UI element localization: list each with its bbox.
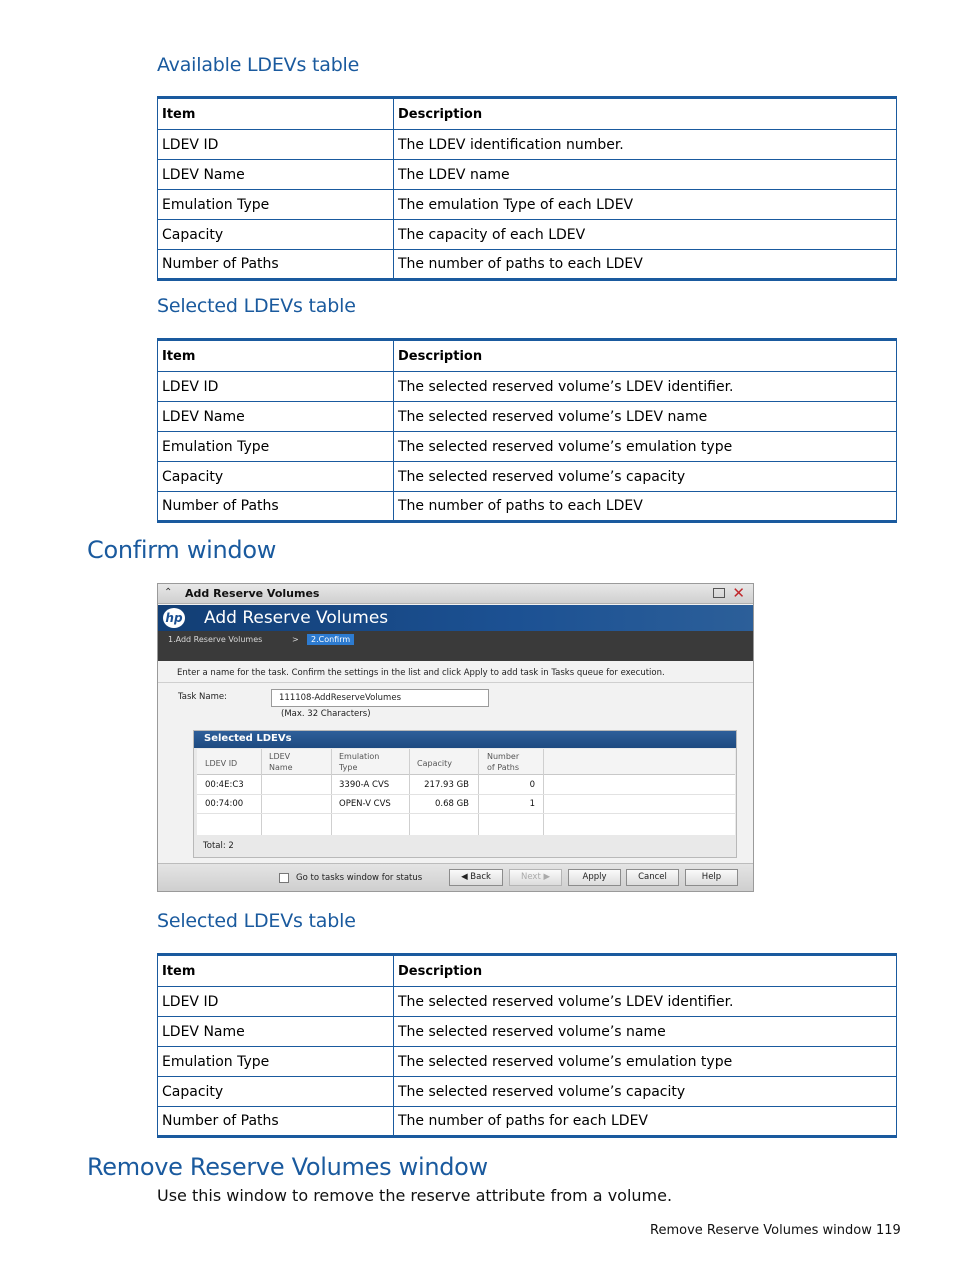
row1-capacity: 217.93 GB bbox=[424, 780, 469, 790]
grid-divider bbox=[409, 749, 410, 835]
col-ldev-name-line2: Name bbox=[269, 763, 293, 772]
cancel-button[interactable]: Cancel bbox=[626, 869, 679, 886]
item-cell: LDEV ID bbox=[158, 987, 394, 1017]
header-item: Item bbox=[158, 340, 394, 372]
selected-ldevs-panel-title: Selected LDEVs bbox=[194, 731, 736, 748]
table-row bbox=[158, 220, 897, 250]
description-cell: The selected reserved volume’s emulation type bbox=[394, 1047, 897, 1077]
description-cell: The emulation Type of each LDEV bbox=[394, 190, 897, 220]
selected-ldevs-heading: Selected LDEVs table bbox=[157, 295, 356, 317]
header-description: Description bbox=[394, 340, 897, 372]
description-cell: The selected reserved volume’s LDEV identifier. bbox=[394, 987, 897, 1017]
item-cell: LDEV ID bbox=[158, 130, 394, 160]
description-cell: The selected reserved volume’s capacity bbox=[394, 1077, 897, 1107]
col-ldev-name[interactable] bbox=[269, 751, 293, 773]
col-paths-line1: Number bbox=[487, 752, 520, 761]
maximize-icon[interactable] bbox=[713, 588, 725, 598]
description-cell: The LDEV name bbox=[394, 160, 897, 190]
col-paths-line2: of Paths bbox=[487, 763, 519, 772]
description-cell: The selected reserved volume’s LDEV identifier. bbox=[394, 372, 897, 402]
col-number-of-paths[interactable] bbox=[487, 751, 519, 773]
remove-reserve-volumes-heading: Remove Reserve Volumes window bbox=[87, 1153, 488, 1181]
table-row bbox=[158, 492, 897, 522]
table-row bbox=[158, 1047, 897, 1077]
selected-ldevs-panel bbox=[193, 730, 737, 858]
grid-row-divider bbox=[197, 794, 735, 795]
grid-divider bbox=[331, 749, 332, 835]
selected-ldevs-table bbox=[157, 338, 897, 523]
item-cell: LDEV Name bbox=[158, 402, 394, 432]
item-cell: Emulation Type bbox=[158, 190, 394, 220]
row1-paths: 0 bbox=[529, 780, 535, 790]
row1-ldev-id: 00:4E:C3 bbox=[205, 780, 244, 790]
window-title: Add Reserve Volumes bbox=[185, 587, 320, 600]
description-cell: The selected reserved volume’s emulation type bbox=[394, 432, 897, 462]
table-row bbox=[158, 402, 897, 432]
hp-logo: hp bbox=[163, 608, 185, 628]
table-row bbox=[158, 1077, 897, 1107]
go-to-tasks-label: Go to tasks window for status bbox=[296, 873, 423, 883]
table-row bbox=[158, 190, 897, 220]
item-cell: Emulation Type bbox=[158, 1047, 394, 1077]
go-to-tasks-checkbox[interactable] bbox=[279, 873, 289, 883]
item-cell: Number of Paths bbox=[158, 1107, 394, 1137]
col-ldev-name-line1: LDEV bbox=[269, 752, 291, 761]
item-cell: Number of Paths bbox=[158, 492, 394, 522]
description-cell: The capacity of each LDEV bbox=[394, 220, 897, 250]
table-row bbox=[158, 250, 897, 280]
row2-paths: 1 bbox=[529, 799, 535, 809]
divider bbox=[158, 682, 753, 683]
banner-title: Add Reserve Volumes bbox=[204, 608, 389, 628]
confirm-window-heading: Confirm window bbox=[87, 536, 277, 564]
table-row bbox=[158, 462, 897, 492]
header-description: Description bbox=[394, 98, 897, 130]
collapse-icon[interactable]: ⌃ bbox=[164, 587, 173, 598]
table-row bbox=[158, 372, 897, 402]
header-item: Item bbox=[158, 98, 394, 130]
total-count: Total: 2 bbox=[203, 841, 234, 851]
table-row bbox=[158, 432, 897, 462]
apply-button[interactable]: Apply bbox=[568, 869, 621, 886]
description-cell: The selected reserved volume’s LDEV name bbox=[394, 402, 897, 432]
task-name-input[interactable]: 111108-AddReserveVolumes bbox=[271, 689, 489, 707]
grid-divider bbox=[543, 749, 544, 835]
item-cell: Number of Paths bbox=[158, 250, 394, 280]
item-cell: LDEV ID bbox=[158, 372, 394, 402]
grid-row-divider bbox=[197, 813, 735, 814]
selected-ldevs-grid bbox=[197, 749, 735, 835]
description-cell: The selected reserved volume’s name bbox=[394, 1017, 897, 1047]
table-row bbox=[158, 1107, 897, 1137]
available-ldevs-heading: Available LDEVs table bbox=[157, 54, 360, 76]
task-name-label: Task Name: bbox=[178, 692, 227, 702]
next-button[interactable]: Next ▶ bbox=[509, 869, 562, 886]
table-row bbox=[158, 160, 897, 190]
breadcrumb-step-1: 1.Add Reserve Volumes bbox=[168, 635, 263, 644]
available-ldevs-table bbox=[157, 96, 897, 281]
help-button[interactable]: Help bbox=[685, 869, 738, 886]
col-ldev-id[interactable]: LDEV ID bbox=[205, 759, 238, 768]
window-footer bbox=[158, 863, 753, 892]
running-footer: Remove Reserve Volumes window bbox=[650, 1223, 872, 1238]
close-icon[interactable]: ✕ bbox=[732, 584, 745, 602]
header-description: Description bbox=[394, 955, 897, 987]
selected-ldevs-table-2 bbox=[157, 953, 897, 1138]
col-emulation-type[interactable] bbox=[339, 751, 379, 773]
header-item: Item bbox=[158, 955, 394, 987]
grid-divider bbox=[261, 749, 262, 835]
table-row bbox=[158, 1017, 897, 1047]
page-number: 119 bbox=[876, 1223, 901, 1238]
grid-divider bbox=[478, 749, 479, 835]
description-cell: The number of paths for each LDEV bbox=[394, 1107, 897, 1137]
row1-emulation: 3390-A CVS bbox=[339, 780, 390, 790]
item-cell: Emulation Type bbox=[158, 432, 394, 462]
task-name-hint: (Max. 32 Characters) bbox=[281, 709, 371, 719]
item-cell: LDEV Name bbox=[158, 160, 394, 190]
add-reserve-volumes-window bbox=[157, 583, 754, 892]
selected-ldevs-heading-2: Selected LDEVs table bbox=[157, 910, 356, 932]
col-emulation-line2: Type bbox=[339, 763, 358, 772]
instruction-text: Enter a name for the task. Confirm the settings in the list and click Apply to add task in Tasks queue for execution. bbox=[177, 668, 665, 678]
table-row bbox=[158, 130, 897, 160]
item-cell: Capacity bbox=[158, 220, 394, 250]
row2-capacity: 0.68 GB bbox=[434, 799, 469, 809]
col-emulation-line1: Emulation bbox=[339, 752, 380, 761]
description-cell: The selected reserved volume’s capacity bbox=[394, 462, 897, 492]
breadcrumb-step-2: 2.Confirm bbox=[307, 634, 354, 645]
remove-body-text: Use this window to remove the reserve attribute from a volume. bbox=[157, 1186, 673, 1205]
table-row bbox=[158, 987, 897, 1017]
item-cell: LDEV Name bbox=[158, 1017, 394, 1047]
item-cell: Capacity bbox=[158, 1077, 394, 1107]
description-cell: The number of paths to each LDEV bbox=[394, 492, 897, 522]
breadcrumb-separator: > bbox=[292, 635, 299, 644]
col-capacity[interactable]: Capacity bbox=[417, 759, 452, 768]
item-cell: Capacity bbox=[158, 462, 394, 492]
back-button[interactable]: ◀ Back bbox=[449, 869, 503, 886]
breadcrumb bbox=[158, 631, 753, 661]
description-cell: The number of paths to each LDEV bbox=[394, 250, 897, 280]
window-banner bbox=[158, 605, 753, 631]
row2-emulation: OPEN-V CVS bbox=[339, 799, 391, 809]
description-cell: The LDEV identification number. bbox=[394, 130, 897, 160]
window-titlebar bbox=[158, 584, 753, 604]
row2-ldev-id: 00:74:00 bbox=[205, 799, 244, 809]
